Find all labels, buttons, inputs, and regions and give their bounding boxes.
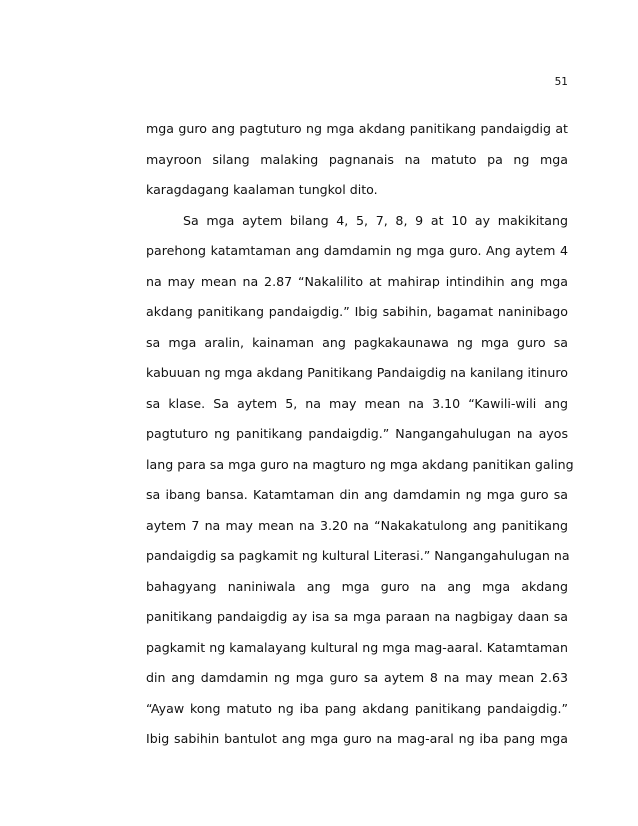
text-line: panitikang pandaigdig ay isa sa mga paraan na nagbigay daan sa <box>146 609 568 624</box>
text-line: pandaigdig sa pagkamit ng kultural Literasi.” Nangangahulugan na <box>146 548 570 563</box>
text-line: sa mga aralin, kainaman ang pagkakaunawa ng mga guro sa <box>146 334 568 350</box>
text-line: mayroon silang malaking pagnanais na matuto pa ng mga <box>146 151 568 167</box>
text-line: pagkamit ng kamalayang kultural ng mga mag-aaral. Katamtaman <box>146 639 568 655</box>
text-line: sa klase. Sa aytem 5, na may mean na 3.10 “Kawili-wili ang <box>146 395 568 411</box>
text-line: pagtuturo ng panitikang pandaigdig.” Nangangahulugan na ayos <box>146 426 568 441</box>
text-line: din ang damdamin ng mga guro sa aytem 8 na may mean 2.63 <box>146 670 568 685</box>
paragraph-start-line: Sa mga aytem bilang 4, 5, 7, 8, 9 at 10 ay makikitang <box>183 212 568 228</box>
text-line: bahagyang naniniwala ang mga guro na ang mga akdang <box>146 578 568 594</box>
text-line: aytem 7 na may mean na 3.20 na “Nakakatulong ang panitikang <box>146 517 568 533</box>
text-line: Ibig sabihin bantulot ang mga guro na mag-aral ng iba pang mga <box>146 731 568 746</box>
text-line: mga guro ang pagtuturo ng mga akdang panitikang pandaigdig at <box>146 121 568 136</box>
text-line: parehong katamtaman ang damdamin ng mga guro. Ang aytem 4 <box>146 243 568 258</box>
text-line: “Ayaw kong matuto ng iba pang akdang panitikang pandaigdig.” <box>146 700 568 716</box>
paragraph-end-line: karagdagang kaalaman tungkol dito. <box>146 182 378 197</box>
text-line: kabuuan ng mga akdang Panitikang Pandaigdig na kanilang itinuro <box>146 365 568 380</box>
page-number: 51 <box>554 76 568 88</box>
text-line: akdang panitikang pandaigdig.” Ibig sabihin, bagamat naninibago <box>146 304 568 319</box>
text-line: lang para sa mga guro na magturo ng mga akdang panitikan galing <box>146 456 574 472</box>
text-line: na may mean na 2.87 “Nakalilito at mahirap intindihin ang mga <box>146 273 568 289</box>
text-line: sa ibang bansa. Katamtaman din ang damdamin ng mga guro sa <box>146 487 568 502</box>
body-text <box>146 119 574 760</box>
